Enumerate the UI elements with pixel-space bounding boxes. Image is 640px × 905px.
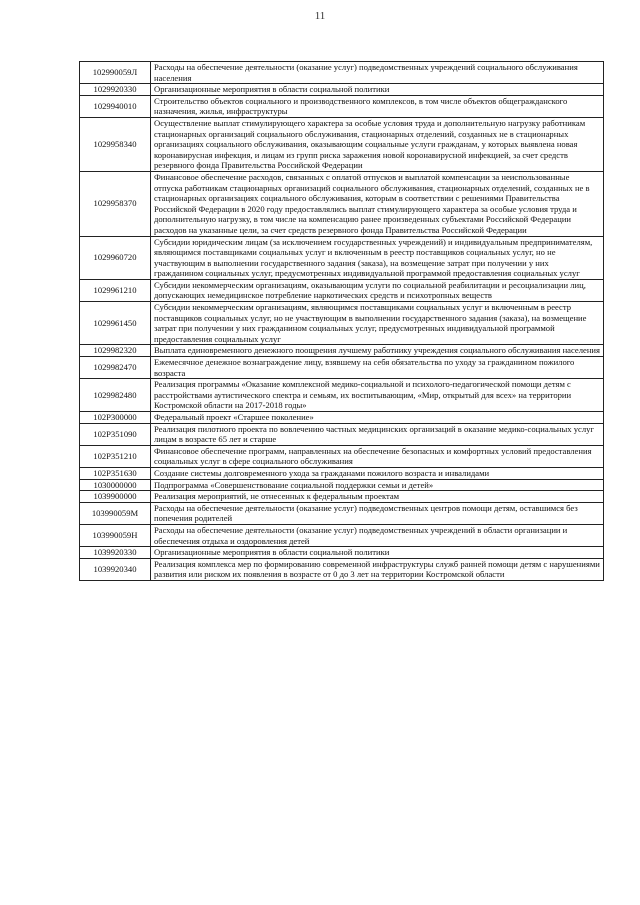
row-description: Субсидии некоммерческим организациям, оказывающим услуги по социальной реабилитации и ресоциализации лиц, допускающих немедицинское потребление наркотических средств и психотропных веществ <box>151 279 604 301</box>
table-row <box>80 84 604 96</box>
table-row <box>80 412 604 424</box>
row-description: Федеральный проект «Старшее поколение» <box>151 412 604 424</box>
row-code: 1029920330 <box>80 84 151 96</box>
table-row <box>80 547 604 559</box>
row-description: Реализация мероприятий, не отнесенных к федеральным проектам <box>151 491 604 503</box>
table-row <box>80 479 604 491</box>
table-row <box>80 171 604 236</box>
row-description: Финансовое обеспечение программ, направленных на обеспечение безопасных и комфортных условий предоставления социальных услуг в сфере социального обслуживания <box>151 445 604 467</box>
row-description: Реализация программы «Оказание комплексной медико-социальной и психолого-педагогической помощи детям с расстройствами аутистического спектра и семьям, их воспитывающим, «Мир, открытый для всех» на территории Костромской области на 2017-2018 годы» <box>151 379 604 412</box>
row-code: 1029961210 <box>80 279 151 301</box>
row-code: 102990059Л <box>80 62 151 84</box>
row-code: 1039920330 <box>80 547 151 559</box>
row-code: 1030000000 <box>80 479 151 491</box>
row-code: 1029982480 <box>80 379 151 412</box>
row-description: Финансовое обеспечение расходов, связанных с оплатой отпусков и выплатой компенсации за неиспользованные отпуска работникам стационарных организаций социального обслуживания, стационарных отделений, созданных не в стационарных организациях социального обслуживания, которым в соответствии с решениями Правительства Российской Федерации в 2020 году предоставлялись выплат стимулирующего характера за особые условия труда и дополнительную нагрузку, в том числе на компенсацию ранее произведенных субъектами Российской Федерации расходов на указанные цели, за счет средств резервного фонда Правительства Российской Федерации <box>151 171 604 236</box>
row-description: Расходы на обеспечение деятельности (оказание услуг) подведомственных центров помощи детям, оставшимся без попечения родителей <box>151 502 604 524</box>
table-row <box>80 345 604 357</box>
row-code: 102Р351090 <box>80 423 151 445</box>
table-row <box>80 236 604 279</box>
table-row <box>80 423 604 445</box>
budget-classification-table <box>79 61 604 581</box>
table-row <box>80 558 604 580</box>
row-description: Строительство объектов социального и производственного комплексов, в том числе объектов общегражданского назначения, жилья, инфраструктуры <box>151 95 604 117</box>
row-description: Расходы на обеспечение деятельности (оказание услуг) подведомственных учреждений социального обслуживания населения <box>151 62 604 84</box>
row-code: 102Р351210 <box>80 445 151 467</box>
row-description: Подпрограмма «Совершенствование социальной поддержки семьи и детей» <box>151 479 604 491</box>
row-code: 1029961450 <box>80 302 151 345</box>
table-row <box>80 302 604 345</box>
table-row <box>80 279 604 301</box>
row-code: 102Р351630 <box>80 467 151 479</box>
row-description: Организационные мероприятия в области социальной политики <box>151 84 604 96</box>
row-code: 1029960720 <box>80 236 151 279</box>
row-description: Субсидии юридическим лицам (за исключением государственных учреждений) и индивидуальным предпринимателям, являющимся поставщиками социальных услуг и включенным в реестр поставщиков социальных услуг, но не участвующим в выполнении государственного задания (заказа), на возмещение затрат при получении у них гражданином социальных услуг, предусмотренных индивидуальной программой предоставления социальных услуг <box>151 236 604 279</box>
row-description: Выплата единовременного денежного поощрения лучшему работнику учреждения социального обслуживания населения <box>151 345 604 357</box>
table-row <box>80 502 604 524</box>
table-row <box>80 357 604 379</box>
page-number: 11 <box>314 10 326 22</box>
row-code: 1029958370 <box>80 171 151 236</box>
row-code: 1029982320 <box>80 345 151 357</box>
row-code: 1029982470 <box>80 357 151 379</box>
row-description: Расходы на обеспечение деятельности (оказание услуг) подведомственных учреждений в области организации и обеспечения отдыха и оздоровления детей <box>151 524 604 546</box>
row-code: 1029958340 <box>80 117 151 171</box>
table-row <box>80 445 604 467</box>
table-row <box>80 491 604 503</box>
row-code: 1039900000 <box>80 491 151 503</box>
table-row <box>80 379 604 412</box>
row-code: 1039920340 <box>80 558 151 580</box>
row-code: 103990059Н <box>80 524 151 546</box>
table-row <box>80 117 604 171</box>
row-description: Реализация пилотного проекта по вовлечению частных медицинских организаций в оказание медико-социальных услуг лицам в возрасте 65 лет и старше <box>151 423 604 445</box>
row-description: Организационные мероприятия в области социальной политики <box>151 547 604 559</box>
row-code: 1029940010 <box>80 95 151 117</box>
table-row <box>80 95 604 117</box>
table-row <box>80 524 604 546</box>
table-row <box>80 62 604 84</box>
row-description: Субсидии некоммерческим организациям, являющимся поставщиками социальных услуг и включенным в реестр поставщиков социальных услуг, но не участвующим в выполнении государственного задания (заказа), на возмещение затрат при получении у них гражданином социальных услуг, предусмотренных индивидуальной программой предоставления социальных услуг <box>151 302 604 345</box>
row-code: 102Р300000 <box>80 412 151 424</box>
row-code: 103990059М <box>80 502 151 524</box>
row-description: Ежемесячное денежное вознаграждение лицу, взявшему на себя обязательства по уходу за гражданином пожилого возраста <box>151 357 604 379</box>
row-description: Создание системы долговременного ухода за гражданами пожилого возраста и инвалидами <box>151 467 604 479</box>
row-description: Реализация комплекса мер по формированию современной инфраструктуры служб ранней помощи детям с нарушениями развития или риском их появления в возрасте от 0 до 3 лет на территории Костромской области <box>151 558 604 580</box>
table-row <box>80 467 604 479</box>
row-description: Осуществление выплат стимулирующего характера за особые условия труда и дополнительную нагрузку работникам стационарных организаций социального обслуживания, стационарных отделений, созданных не в стационарных организациях социального обслуживания, оказывающим социальные услуги гражданам, у которых выявлена новая коронавирусная инфекция, и лицам из групп риска заражения новой коронавирусной инфекцией, за счет средств резервного фонда Правительства Российской Федерации <box>151 117 604 171</box>
table-body <box>80 62 604 581</box>
